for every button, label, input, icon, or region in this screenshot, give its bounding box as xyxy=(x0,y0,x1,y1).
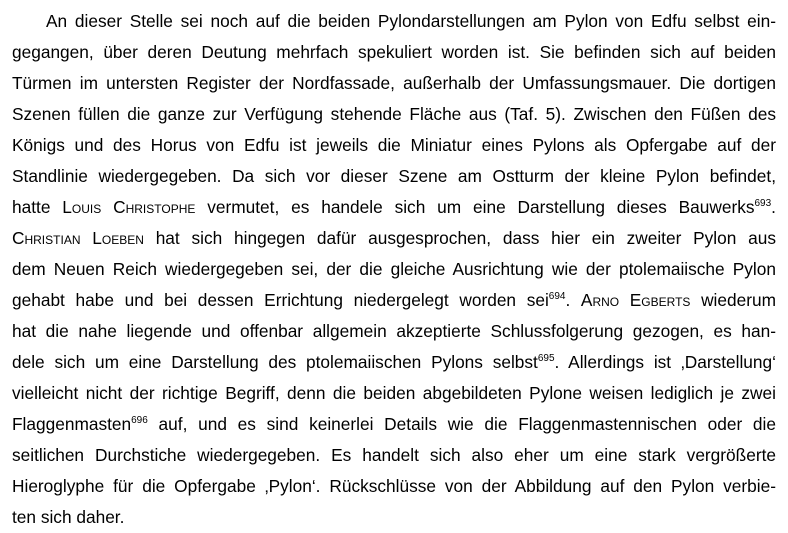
author-name: Arno Egberts xyxy=(580,290,691,310)
text-segment: hat sich hingegen dafür ausgesprochen, dass hier ein zweiter Pylon aus xyxy=(143,228,776,248)
text-line xyxy=(12,471,776,502)
text-line xyxy=(12,347,776,378)
text-line xyxy=(12,192,776,223)
text-line xyxy=(12,316,776,347)
text-segment: . Allerdings ist ‚Darstellung‘ xyxy=(554,352,776,372)
footnote-marker: 693 xyxy=(754,198,772,209)
text-segment: Standlinie wiedergegeben. Da sich vor dieser Szene am Ostturm der kleine Pylon befindet, xyxy=(12,166,776,186)
text-line xyxy=(12,285,776,316)
text-line xyxy=(12,409,776,440)
text-segment: vermutet, es handele sich um eine Darstellung dieses Bauwerks xyxy=(195,197,755,217)
text-segment: An dieser Stelle sei noch auf die beiden Pylondarstellungen am Pylon von Edfu selbst ein- xyxy=(46,11,776,31)
text-line xyxy=(12,378,776,409)
document-page xyxy=(12,6,776,533)
text-segment: vielleicht nicht der richtige Begriff, denn die beiden abgebildeten Pylone weisen lediglich je zwei xyxy=(12,383,776,403)
text-segment: dele sich um eine Darstellung des ptolemaiischen Pylons selbst xyxy=(12,352,538,372)
text-segment: . xyxy=(565,290,581,310)
text-segment: gegangen, über deren Deutung mehrfach spekuliert worden ist. Sie befinden sich auf beiden xyxy=(12,42,776,62)
author-name: Christian Loeben xyxy=(12,228,144,248)
text-segment: seitlichen Durchstiche wiedergegeben. Es handelt sich also eher um eine stark vergrößerte xyxy=(12,445,776,465)
text-segment: Szenen füllen die ganze zur Verfügung stehende Fläche aus (Taf. 5). Zwischen den Füßen des xyxy=(12,104,776,124)
text-segment: hat die nahe liegende und offenbar allgemein akzeptierte Schlussfolgerung gezogen, es han- xyxy=(12,321,776,341)
body-paragraph xyxy=(12,6,776,533)
text-line xyxy=(12,254,776,285)
text-segment: Hieroglyphe für die Opfergabe ‚Pylon‘. Rückschlüsse von der Abbildung auf den Pylon verbie- xyxy=(12,476,776,496)
text-line xyxy=(12,68,776,99)
text-line xyxy=(12,37,776,68)
text-line xyxy=(12,130,776,161)
text-segment: gehabt habe und bei dessen Errichtung niedergelegt worden sei xyxy=(12,290,549,310)
text-line xyxy=(12,161,776,192)
footnote-marker: 694 xyxy=(548,291,566,302)
text-line xyxy=(12,502,776,533)
text-line xyxy=(12,440,776,471)
text-segment: Königs und des Horus von Edfu ist jeweils die Miniatur eines Pylons als Opfergabe auf der xyxy=(12,135,776,155)
text-segment: dem Neuen Reich wiedergegeben sei, der die gleiche Ausrichtung wie der ptolemaiische Pylon xyxy=(12,259,776,279)
text-line xyxy=(12,223,776,254)
text-segment: Türmen im untersten Register der Nordfassade, außerhalb der Umfassungsmauer. Die dortigen xyxy=(12,73,776,93)
text-line xyxy=(12,6,776,37)
author-name: Louis Christophe xyxy=(62,197,196,217)
text-segment: hatte xyxy=(12,197,63,217)
text-segment: wiederum xyxy=(690,290,776,310)
text-segment: . xyxy=(771,197,776,217)
footnote-marker: 696 xyxy=(131,415,148,426)
text-line xyxy=(12,99,776,130)
text-segment: auf, und es sind keinerlei Details wie die Flaggenmastennischen oder die xyxy=(147,414,776,434)
footnote-marker: 695 xyxy=(537,353,555,364)
text-segment: ten sich daher. xyxy=(12,507,125,527)
text-segment: Flaggenmasten xyxy=(12,414,132,434)
